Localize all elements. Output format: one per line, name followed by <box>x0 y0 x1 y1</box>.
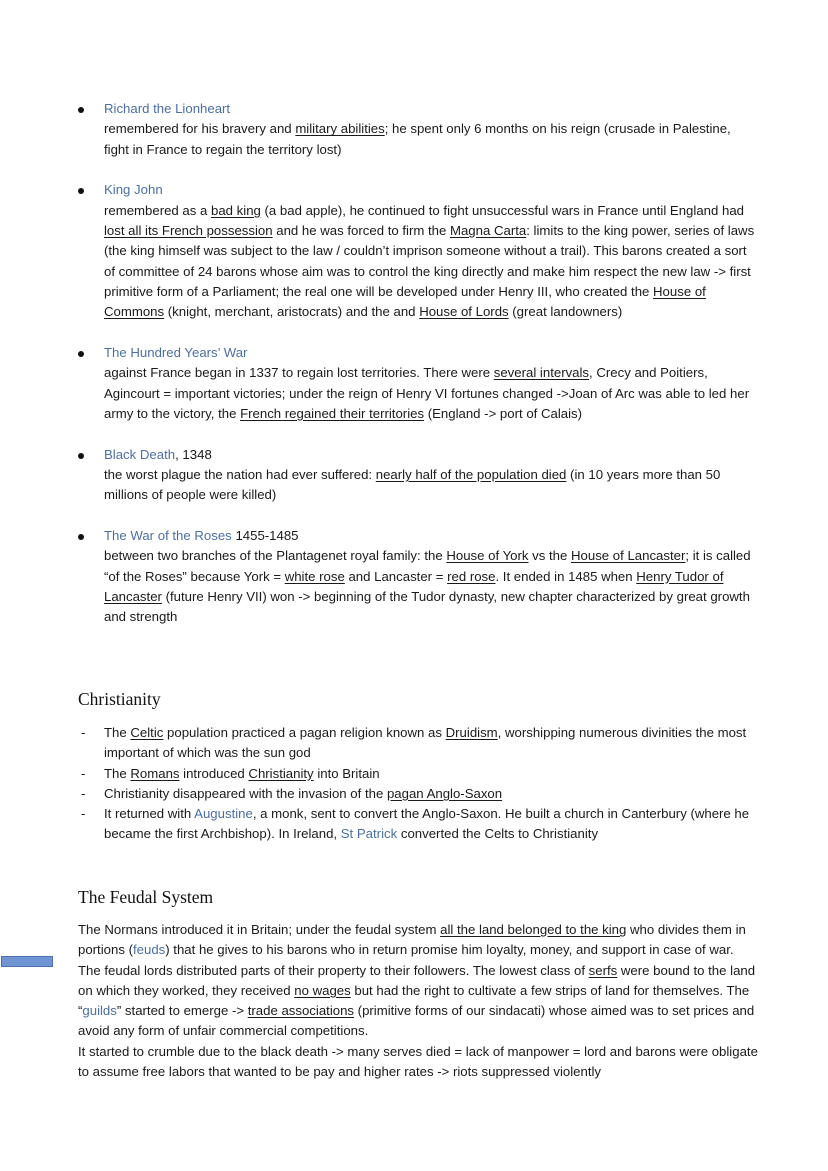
text-run: ) that he gives to his barons who in return promise him loyalty, money, and support in case of war. The feudal lords distributed parts of their property to their followers. The lowest class of <box>78 942 734 978</box>
text-run: (in 10 years more than 50 millions of people were killed) <box>104 466 721 503</box>
underlined-term: Henry Tudor of Lancaster <box>104 568 724 604</box>
text-run: introduced <box>179 765 249 781</box>
bullet-body <box>104 546 758 627</box>
underlined-term: all the land belonged to the king <box>440 922 627 937</box>
bullet-title-line <box>104 99 758 119</box>
bullet-title: The War of the Roses <box>104 528 232 544</box>
text-run: ; he spent only 6 months on his reign (crusade in Palestine, fight in France to regain the territory lost) <box>104 121 731 157</box>
highlighted-term: Augustine <box>194 806 253 822</box>
underlined-term: House of Lancaster <box>571 548 686 564</box>
text-run: (knight, merchant, aristocrats) and the and <box>164 304 420 320</box>
text-run: , Crecy and Poitiers, Agincourt = important victories; under the reign of Henry VI fortunes changed ->Joan of Arc was able to led her army to the victory, the <box>104 365 750 421</box>
underlined-term: bad king <box>211 202 261 218</box>
underlined-term: Magna Carta <box>449 222 527 238</box>
text-run: (great landowners) <box>508 304 623 320</box>
text-run: remembered for his bravery and <box>104 121 296 137</box>
underlined-term: several intervals <box>493 365 590 381</box>
text-run: into Britain <box>313 765 380 781</box>
text-run: , worshipping numerous divinities the most important of which was the sun god <box>104 725 747 761</box>
text-run: and he was forced to firm the <box>272 222 450 238</box>
bullet-item <box>78 343 758 424</box>
bullet-body <box>104 119 758 160</box>
highlighted-term: feuds <box>132 942 166 958</box>
text-run: It returned with <box>104 806 195 822</box>
christianity-item-text <box>104 786 502 801</box>
christianity-list <box>78 723 758 845</box>
text-run: (future Henry VII) won -> beginning of the Tudor dynasty, new chapter characterized by great growth and strength <box>104 588 750 625</box>
underlined-term: lost all its French possession <box>104 222 273 238</box>
underlined-term: House of Lords <box>419 304 509 320</box>
text-run: population practiced a pagan religion known as <box>163 725 446 740</box>
text-run: between two branches of the Plantagenet royal family: the <box>104 548 447 564</box>
christianity-item-text <box>104 725 746 760</box>
bullet-title-suffix: , 1348 <box>175 446 212 462</box>
underlined-term: trade associations <box>247 1003 355 1019</box>
bullet-title-line <box>104 180 758 200</box>
highlighted-term: guilds <box>82 1003 117 1019</box>
underlined-term: military abilities <box>295 121 385 137</box>
bullet-item <box>78 99 758 160</box>
bullet-dot-icon <box>78 453 84 459</box>
dash-bullet-icon: - <box>81 765 86 781</box>
text-run: converted the Celts to Christianity <box>397 826 599 842</box>
text-run: remembered as a <box>104 202 212 218</box>
bullet-title: The Hundred Years’ War <box>104 344 248 360</box>
bullet-title: Black Death <box>104 446 176 462</box>
text-run: and Lancaster = <box>344 568 448 584</box>
christianity-item <box>78 723 758 764</box>
bullet-item <box>78 445 758 506</box>
text-run: (a bad apple), he continued to fight unsuccessful wars in France until England had <box>260 202 744 218</box>
highlight-marker <box>1 956 53 967</box>
underlined-term: House of York <box>446 548 529 564</box>
bullet-title: Richard the Lionheart <box>104 101 231 116</box>
bullet-item <box>78 180 758 322</box>
bullet-title-line <box>104 343 758 363</box>
bullet-body <box>104 363 758 424</box>
text-run: The <box>104 725 131 740</box>
christianity-item-text <box>104 766 380 781</box>
text-run: ” started to emerge -> <box>116 1003 248 1019</box>
underlined-term: red rose <box>447 568 496 584</box>
bullet-body <box>104 201 758 323</box>
bullet-title-line <box>104 445 758 465</box>
dash-bullet-icon: - <box>81 725 86 740</box>
text-run: It started to crumble due to the black death -> many serves died = lack of manpower = lord and barons were obligate to assume free labors that wanted to be pay and higher rates -> riots suppressed violently <box>78 1043 758 1080</box>
underlined-term: no wages <box>294 982 351 998</box>
text-run: , a monk, sent to convert the Anglo-Saxon. He built a church in Canterbury (where he became the first Archbishop). In Ireland, <box>104 806 750 842</box>
highlighted-term: St Patrick <box>340 826 398 842</box>
christianity-item <box>78 804 758 845</box>
text-run: against France began in 1337 to regain lost territories. There were <box>104 365 494 381</box>
underlined-term: Christianity <box>248 765 314 781</box>
underlined-term: French regained their territories <box>240 405 425 421</box>
christianity-heading: Christianity <box>78 689 161 709</box>
underlined-term: serfs <box>588 962 618 978</box>
underlined-term: Druidism <box>445 725 498 740</box>
text-run: The <box>104 765 131 781</box>
text-run: Christianity disappeared with the invasion of the <box>104 785 387 801</box>
feudal-system-paragraph <box>78 920 758 1082</box>
text-run: were bound to the land on which they worked, they received <box>78 962 756 998</box>
bullet-dot-icon <box>78 351 84 357</box>
christianity-item-text <box>104 806 749 841</box>
bullet-title-line <box>104 526 758 546</box>
dash-bullet-icon: - <box>81 785 86 801</box>
bullet-title-suffix: 1455-1485 <box>231 528 299 544</box>
text-run: ; it is called “of the Roses” because York = <box>104 548 751 584</box>
christianity-item <box>78 784 758 804</box>
underlined-term: pagan Anglo-Saxon <box>386 785 503 801</box>
underlined-term: Celtic <box>130 725 164 740</box>
bullet-body <box>104 465 758 506</box>
christianity-item <box>78 764 758 784</box>
bullet-dot-icon <box>78 534 84 540</box>
text-run: : limits to the king power, series of laws (the king himself was subject to the law / couldn’t imprison someone without a trail). This barons created a sort of committee of 24 barons whose aim was to control the king directly and make him respect the new law -> first primitive form of a Parliament; the real one will be developed under Henry III, who created the <box>104 222 755 299</box>
underlined-term: nearly half of the population died <box>375 466 567 482</box>
bullet-dot-icon <box>78 107 84 113</box>
text-run: the worst plague the nation had ever suffered: <box>104 466 376 482</box>
bullet-item <box>78 526 758 627</box>
underlined-term: House of Commons <box>104 283 706 320</box>
text-run: (England -> port of Calais) <box>424 405 583 421</box>
history-bullet-list <box>78 99 758 648</box>
text-run: (primitive forms of our sindacati) whose aimed was to set prices and avoid any form of unfair commercial competitions. <box>78 1003 755 1039</box>
text-run: but had the right to cultivate a few strips of land for themselves. The “ <box>78 982 750 1019</box>
dash-bullet-icon: - <box>81 806 86 822</box>
bullet-title: King John <box>104 182 163 198</box>
text-run: . It ended in 1485 when <box>495 568 637 584</box>
bullet-dot-icon <box>78 188 84 194</box>
text-run: The Normans introduced it in Britain; under the feudal system <box>78 922 441 937</box>
underlined-term: white rose <box>284 568 345 584</box>
feudal-system-heading: The Feudal System <box>78 887 214 907</box>
text-run: vs the <box>528 548 571 564</box>
text-run: who divides them in portions ( <box>78 922 746 958</box>
underlined-term: Romans <box>130 765 180 781</box>
